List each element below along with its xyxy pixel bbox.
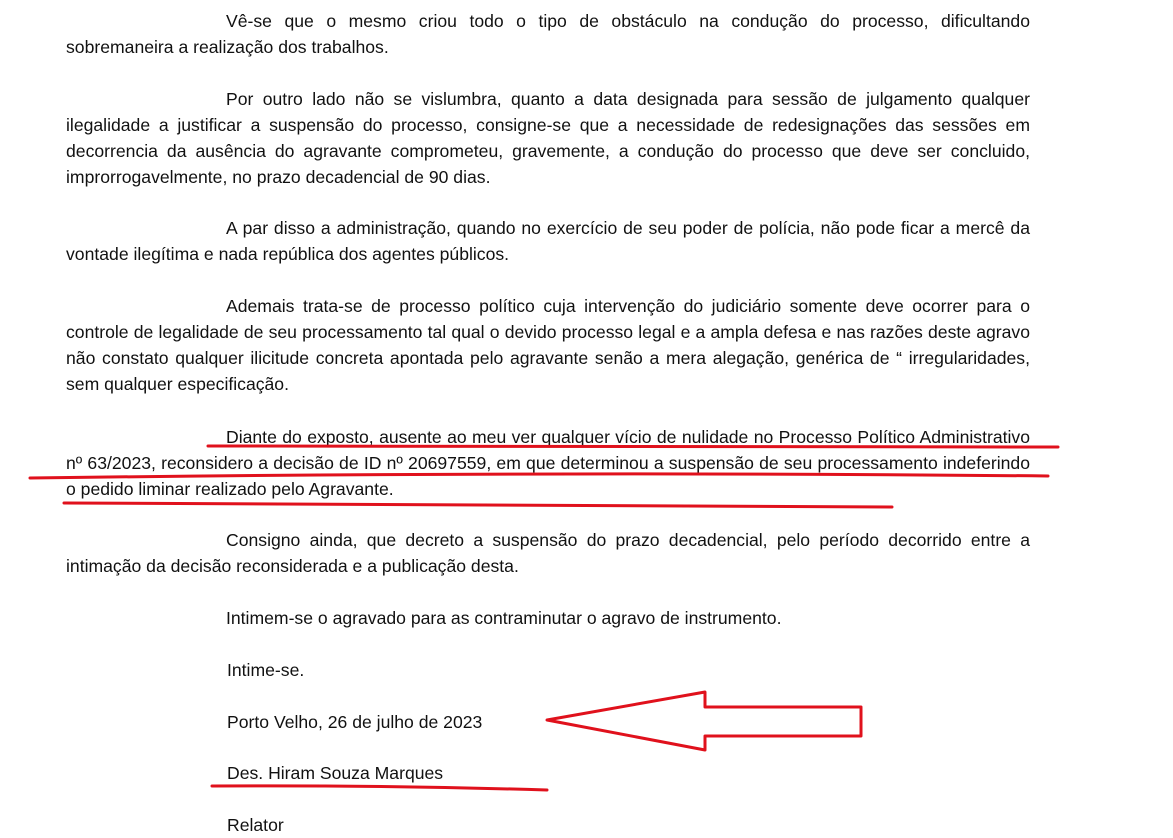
paragraph-a-par-disso: A par disso a administração, quando no exercício de seu poder de polícia, não pode ficar a mercê da vontade ilegítima e nada república dos agentes públicos. bbox=[66, 218, 1030, 264]
place-date: Porto Velho, 26 de julho de 2023 bbox=[227, 712, 483, 732]
paragraph-ademais: Ademais trata-se de processo político cuja intervenção do judiciário somente deve ocorrer para o controle de legalidade de seu processamento tal qual o devido processo legal e a ampla defesa e nas razões deste agravo não constato qualquer ilicitude concreta apontada pelo agravante senão a mera alegação, genérica de “ irregularidades, sem qualquer especificação. bbox=[66, 296, 1030, 394]
paragraph-por-outro-lado: Por outro lado não se vislumbra, quanto a data designada para sessão de julgamento qualquer ilegalidade a justificar a suspensão do processo, consigne-se que a necessidade de redesignações das sessões em decorrencia da ausência do agravante comprometeu, gravemente, a condução do processo que deve ser concluido, improrrogavelmente, no prazo decadencial de 90 dias. bbox=[66, 89, 1030, 187]
paragraph-intimem-se: Intimem-se o agravado para as contraminutar o agravo de instrumento. bbox=[226, 608, 782, 628]
paragraph-consigno: Consigno ainda, que decreto a suspensão do prazo decadencial, pelo período decorrido entre a intimação da decisão reconsiderada e a publicação desta. bbox=[66, 530, 1030, 576]
paragraph-diante-do-exposto: Diante do exposto, ausente ao meu ver qualquer vício de nulidade no Processo Político Administrativo nº 63/2023, reconsidero a decisão de ID nº 20697559, em que determinou a suspensão de seu processamento indeferindo o pedido liminar realizado pelo Agravante. bbox=[66, 427, 1030, 499]
intime-se-text: Intime-se. bbox=[227, 660, 305, 680]
signer-role: Relator bbox=[227, 815, 284, 835]
signer-name: Des. Hiram Souza Marques bbox=[227, 763, 444, 783]
paragraph-obstaculo: Vê-se que o mesmo criou todo o tipo de obstáculo na condução do processo, dificultando sobremaneira a realização dos trabalhos. bbox=[66, 11, 1030, 57]
